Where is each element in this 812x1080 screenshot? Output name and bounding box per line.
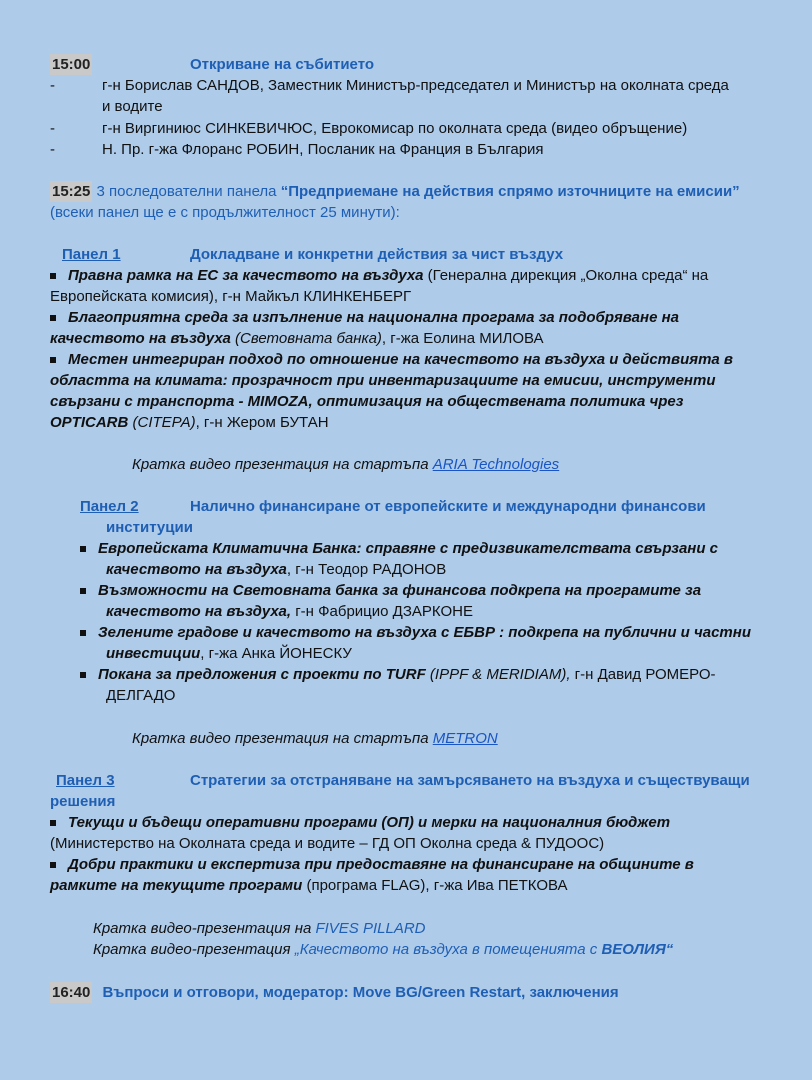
bullet-icon [80,630,86,636]
list-item-cont: ДЕЛГАДО [106,687,176,704]
closing-title: Въпроси и отговори, модератор: Move BG/Green Restart, заключения [102,984,619,1001]
list-item-cont: (Министерство на Околната среда и водите – ГД ОП Околна среда & ПУДООС) [50,835,605,852]
video-note: Кратка видео-презентация на FIVES PILLARD [93,920,426,937]
session-heading [50,181,740,202]
dash: - [50,120,55,137]
session-intro: 3 последователни панела [96,183,277,200]
startup-link[interactable]: FIVES PILLARD [315,920,426,937]
video-note: Кратка видео-презентация „Качеството на въздуха в помещенията с ВЕОЛИЯ“ [93,941,674,958]
list-item-cont: качеството на въздуха, г-н Фабрицио ДЗАРКОНЕ [106,603,473,620]
dash: - [50,77,55,94]
list-item-cont: свързани с транспорта - MIMOZA, оптимизация на обществената политика чрез [50,393,684,410]
dash: - [50,141,55,158]
bullet-icon [50,273,56,279]
list-item: Европейската Климатична Банка: справяне с предизвикателствата свързани с [80,538,718,559]
bullet-icon [50,357,56,363]
startup-link[interactable]: METRON [432,730,498,747]
list-item: Зелените градове и качеството на въздуха с ЕБВР : подкрепа на публични и частни [80,622,751,643]
panel-title: Стратегии за отстраняване на замърсяването на въздуха и съществуващи [190,772,750,789]
bullet-icon [50,820,56,826]
bullet-icon [80,672,86,678]
list-item-cont: качеството на въздуха, г-н Теодор РАДОНОВ [106,561,447,578]
list-item: Местен интегриран подход по отношение на качеството на въздуха и действията в [50,349,733,370]
opening-row [50,54,92,75]
panel-label: Панел 2 [80,498,139,515]
panel-label: Панел 1 [62,246,121,263]
list-item-cont: OPTICARB (CITEPA), г-н Жером БУТАН [50,414,329,431]
panel-title: Налично финансиране от европейските и международни финансови [190,498,706,515]
speaker-line: г-н Виргиниюс СИНКЕВИЧЮС, Еврокомисар по околната среда (видео обръщение) [102,120,688,137]
list-item: Възможности на Световната банка за финансова подкрепа на програмите за [80,580,701,601]
panel-title-cont: институции [106,519,193,536]
panel-label: Панел 3 [56,772,115,789]
bullet-icon [80,588,86,594]
list-item: Правна рамка на ЕС за качеството на въздуха (Генерална дирекция „Околна среда“ на [50,265,708,286]
speaker-line: г-н Борислав САНДОВ, Заместник Министър-председател и Министър на околната среда [102,77,729,94]
speaker-line: и водите [102,98,163,115]
video-note: Кратка видео презентация на стартъпа METRON [132,730,498,747]
list-item-cont: качеството на въздуха (Световната банка), г-жа Еолина МИЛОВА [50,330,544,347]
startup-link[interactable]: ARIA Technologies [432,456,560,473]
time-badge: 15:25 [52,183,91,200]
list-item-cont: инвестиции, г-жа Анка ЙОНЕСКУ [106,645,352,662]
list-item: Благоприятна среда за изпълнение на национална програма за подобряване на [50,307,679,328]
speaker-line: Н. Пр. г-жа Флоранс РОБИН, Посланик на Франция в България [102,141,544,158]
opening-title: Откриване на събитието [190,56,374,73]
list-item-cont: областта на климата: прозрачност при инвентаризациите на емисии, инструменти [50,372,716,389]
bullet-icon [50,315,56,321]
time-badge: 15:00 [52,56,91,73]
list-item: Добри практики и експертиза при предоставяне на финансиране на общините в [50,854,694,875]
time-badge: 16:40 [52,984,91,1001]
panel-title: Докладване и конкретни действия за чист въздух [190,246,564,263]
bullet-icon [80,546,86,552]
panel-title-cont: решения [50,793,116,810]
video-note: Кратка видео презентация на стартъпа ARIA Technologies [132,456,560,473]
session-note: (всеки панел ще е с продължителност 25 минути): [50,204,400,221]
list-item-cont: рамките на текущите програми (програма FLAG), г-жа Ива ПЕТКОВА [50,877,568,894]
list-item: Текущи и бъдещи оперативни програми (ОП) и мерки на националния бюджет [50,812,670,833]
bullet-icon [50,862,56,868]
session-title: “Предприемане на действия спрямо източниците на емисии” [280,183,740,200]
list-item-cont: Европейската комисия), г-н Майкъл КЛИНКЕНБЕРГ [50,288,412,305]
closing-row [50,982,619,1003]
list-item: Покана за предложения с проекти по TURF (IPPF & MERIDIAM), г-н Давид РОМЕРО- [80,664,716,685]
